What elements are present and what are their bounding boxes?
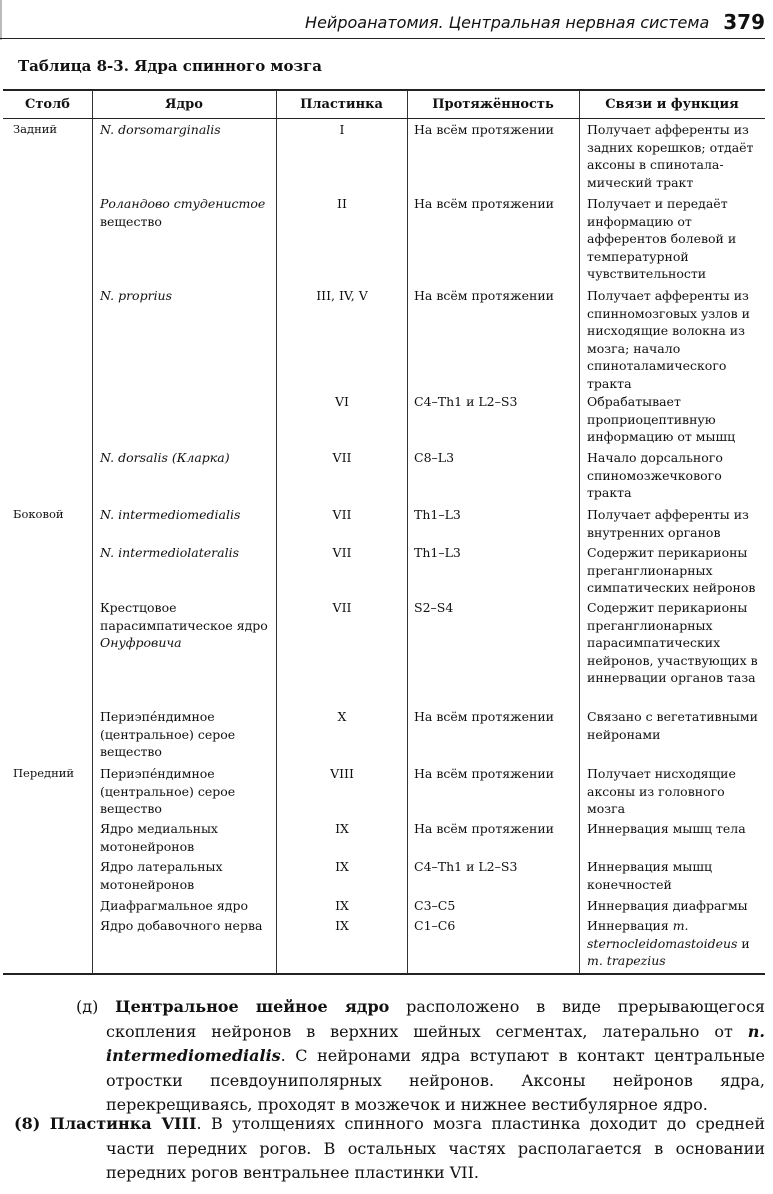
cell-lamina: IX (335, 898, 349, 913)
cell-lamina: VII (332, 450, 352, 465)
cell-nucleus: Ядро латеральных мотонейронов (100, 859, 223, 892)
cell-lamina: X (337, 709, 347, 724)
cell-lamina: VII (332, 507, 352, 522)
cell-function: Начало дорсального спиномозжечкового тракта (587, 450, 723, 500)
cell-extent: На всём протяжении (414, 122, 555, 137)
function-part: m. sternocleidomastoideus (587, 918, 738, 951)
cell-extent: На всём протяжении (414, 821, 555, 836)
cell-lamina: IX (335, 821, 349, 836)
cell-function: Получает афференты из внутренних органов (587, 507, 749, 540)
cell-nucleus (100, 599, 275, 652)
nucleus-plain-part: вещество (100, 213, 162, 229)
paragraph-d-text-1: расположено в виде прерывающегося скопления нейронов в верхних шейных сегментах, латерально от (106, 997, 766, 1041)
cell-column: Задний (13, 122, 58, 136)
cell-extent: На всём протяжении (414, 196, 555, 211)
cell-column: Боковой (13, 507, 64, 521)
cell-function: Иннервация диафрагмы (587, 898, 748, 913)
cell-lamina: IX (335, 918, 349, 933)
cell-nucleus: N. dorsalis (Кларка) (100, 450, 230, 465)
paragraph-d-term: Центральное шейное ядро (115, 997, 390, 1016)
cell-column: Передний (13, 766, 75, 780)
cell-extent: На всём протяжении (414, 766, 555, 781)
cell-extent: Th1–L3 (414, 545, 461, 560)
nucleus-plain-part: Крестцовое парасимпатическое ядро (100, 600, 268, 633)
paragraph-8 (8, 1112, 765, 1186)
cell-nucleus: Ядро медиальных мотонейронов (100, 821, 218, 854)
header-nucleus: Ядро (165, 97, 203, 112)
cell-lamina: VII (332, 600, 352, 615)
paragraph-d (8, 995, 765, 1118)
function-part: Иннервация (587, 918, 673, 933)
cell-function: Получает и передаёт информацию от афферентов болевой и температурной чувствительности (587, 196, 737, 281)
cell-extent: C8–L3 (414, 450, 455, 465)
cell-function: Связано с вегетативными нейронами (587, 709, 758, 742)
paragraph-8-term: Пластинка VIII (49, 1114, 197, 1133)
running-head (0, 6, 765, 39)
cell-function: Получает афференты из спинномозговых узлов и нисходящие волокна из мозга; начало спиноталамического тракта (587, 288, 750, 391)
paragraph-d-text-2: . С нейронами ядра вступают в контакт центральные отростки псевдоуниполярных нейронов. Аксоны нейронов ядра, перекрещиваясь, проходят в мозжечок и нижнее вестибулярное ядро. (106, 1046, 765, 1114)
nuclei-table (3, 89, 765, 975)
header-column: Столб (25, 97, 70, 112)
cell-function: Получает нисходящие аксоны из головного мозга (587, 766, 736, 816)
nucleus-italic-part: Онуфровича (100, 635, 182, 650)
paragraph-d-italic: n. intermediomedialis (106, 1021, 765, 1065)
running-title: Нейроанатомия. Центральная нервная система (305, 12, 710, 32)
table-header-row (3, 91, 765, 119)
cell-lamina: III, IV, V (316, 288, 368, 303)
header-lamina: Пластинка (300, 97, 383, 112)
cell-function: Получает афференты из задних корешков; отдаёт аксоны в спинотала- мический тракт (587, 122, 754, 190)
table-caption: Таблица 8-3. Ядра спинного мозга (18, 57, 322, 75)
cell-nucleus: Периэпéндимное (центральное) серое вещество (100, 709, 236, 759)
cell-nucleus: N. intermediomedialis (100, 507, 241, 522)
nucleus-italic-part: Роландово студенистое (100, 196, 266, 211)
paragraph-8-label: (8) (14, 1114, 41, 1133)
cell-lamina: IX (335, 859, 349, 874)
cell-nucleus: Диафрагмальное ядро (100, 898, 248, 913)
cell-lamina: II (337, 196, 347, 211)
paragraph-d-label: (д) (76, 997, 99, 1016)
cell-function: Обрабатывает проприоцептивную информацию от мышц (587, 394, 736, 444)
cell-extent: S2–S4 (414, 600, 454, 615)
header-extent: Протяжённость (432, 97, 554, 112)
cell-extent: На всём протяжении (414, 709, 555, 724)
cell-nucleus: N. dorsomarginalis (100, 122, 221, 137)
cell-extent: На всём протяжении (414, 288, 555, 303)
cell-extent: C4–Th1 и L2–S3 (414, 394, 518, 409)
paragraph-8-text: . В утолщениях спинного мозга пластинка доходит до средней части передних рогов. В остальных частях располагается в основании передних рогов вентральнее пластинки VII. (106, 1114, 766, 1182)
cell-lamina: VI (335, 394, 349, 409)
cell-function: Содержит перикарионы преганглионарных симпатических нейронов (587, 545, 756, 595)
cell-function: Содержит перикарионы преганглионарных парасимпатических нейронов, участвующих в иннервации органов таза (587, 600, 758, 685)
cell-function: Иннервация мышц конечностей (587, 859, 713, 892)
cell-lamina: VIII (330, 766, 354, 781)
cell-nucleus: Периэпéндимное (центральное) серое вещество (100, 766, 236, 816)
cell-extent: C1–C6 (414, 918, 456, 933)
cell-lamina: VII (332, 545, 352, 560)
function-part: m. trapezius (587, 953, 666, 968)
cell-nucleus: N. intermediolateralis (100, 545, 240, 560)
cell-function: Иннервация мышц тела (587, 821, 746, 836)
cell-extent: Th1–L3 (414, 507, 461, 522)
page-number: 379 (723, 10, 765, 34)
cell-nucleus: Ядро добавочного нерва (100, 918, 263, 933)
function-part: и (737, 935, 750, 951)
cell-lamina: I (339, 122, 345, 137)
cell-extent: C4–Th1 и L2–S3 (414, 859, 518, 874)
cell-extent: C3–C5 (414, 898, 456, 913)
cell-function (587, 917, 761, 970)
cell-nucleus (100, 195, 275, 230)
cell-nucleus: N. proprius (100, 288, 173, 303)
header-function: Связи и функция (605, 97, 739, 112)
